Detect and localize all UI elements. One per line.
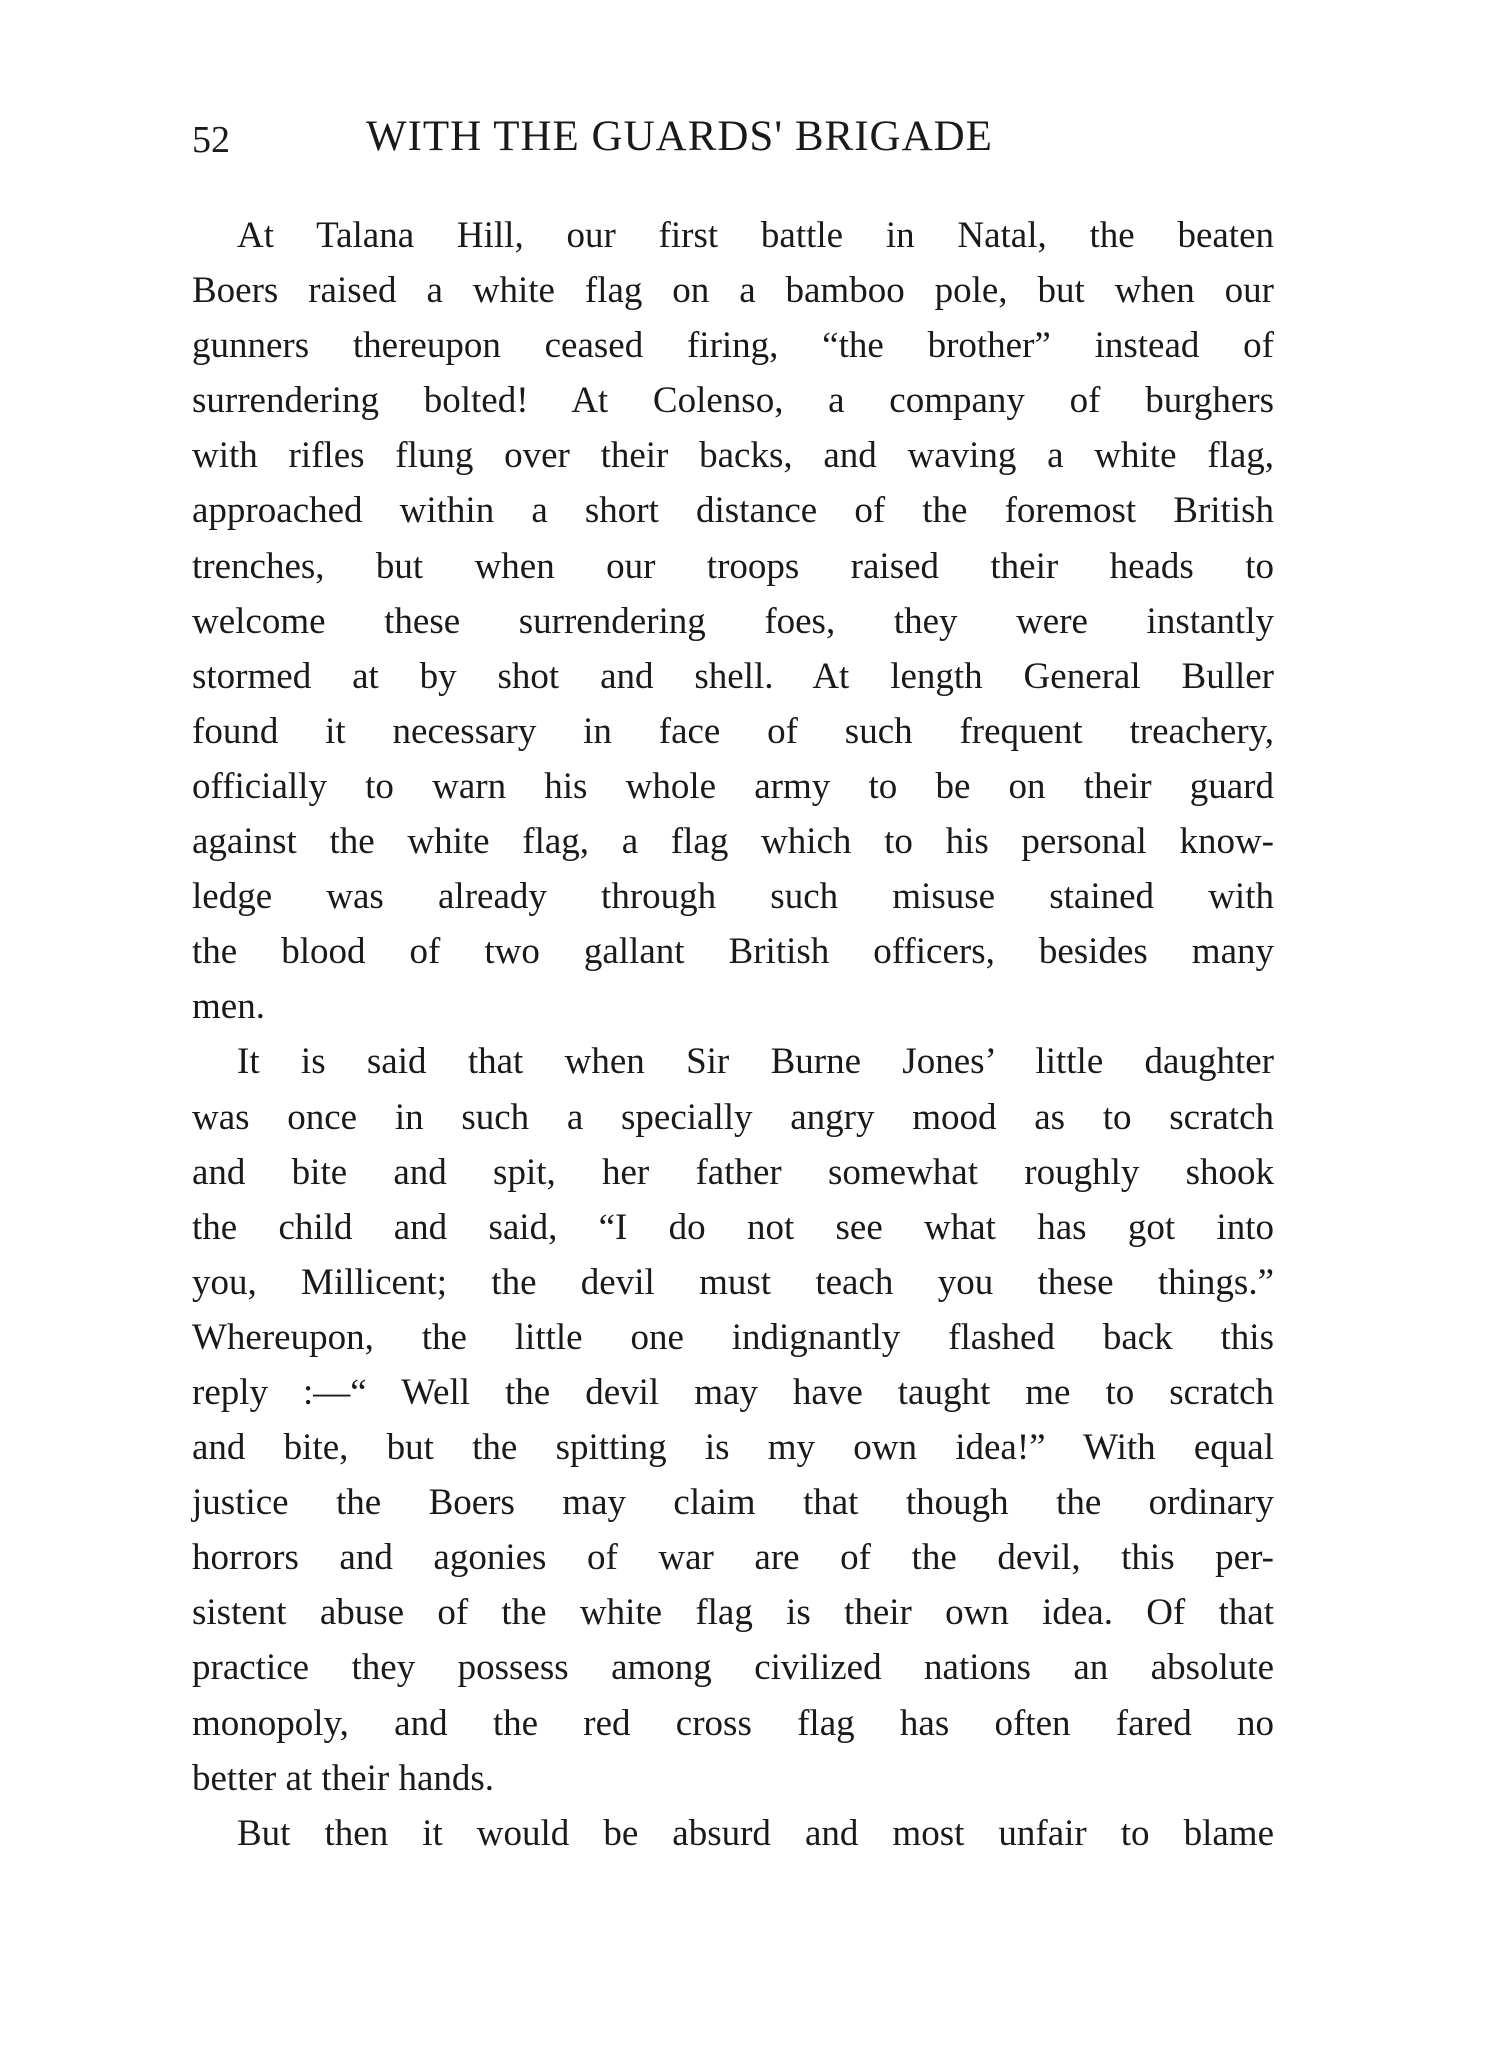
text-line: practice they possess among civilized nations an absolute xyxy=(192,1647,1274,1689)
page-body-text xyxy=(192,208,1274,1861)
text-line: Whereupon, the little one indignantly flashed back this xyxy=(192,1316,1274,1358)
text-line: horrors and agonies of war are of the devil, this per- xyxy=(192,1537,1274,1579)
text-line: with rifles flung over their backs, and waving a white flag, xyxy=(192,435,1274,477)
text-line: better at their hands. xyxy=(192,1757,495,1799)
text-line: It is said that when Sir Burne Jones’ little daughter xyxy=(237,1041,1274,1083)
text-line: found it necessary in face of such frequent treachery, xyxy=(192,710,1274,752)
text-line: officially to warn his whole army to be on their guard xyxy=(192,765,1274,807)
running-title: WITH THE GUARDS' BRIGADE xyxy=(366,113,993,160)
text-line: approached within a short distance of the foremost British xyxy=(192,490,1274,532)
text-line: stormed at by shot and shell. At length General Buller xyxy=(192,655,1274,697)
text-line: the child and said, “I do not see what has got into xyxy=(192,1206,1274,1248)
text-line: gunners thereupon ceased firing, “the brother” instead of xyxy=(192,325,1274,367)
text-line: Boers raised a white flag on a bamboo pole, but when our xyxy=(192,270,1274,312)
text-line: But then it would be absurd and most unfair to blame xyxy=(237,1812,1274,1854)
text-line: against the white flag, a flag which to his personal know- xyxy=(192,821,1274,863)
text-line: reply :—“ Well the devil may have taught me to scratch xyxy=(192,1371,1274,1413)
text-line: trenches, but when our troops raised their heads to xyxy=(192,545,1274,587)
text-line: you, Millicent; the devil must teach you these things.” xyxy=(192,1261,1274,1303)
text-line: welcome these surrendering foes, they were instantly xyxy=(192,600,1274,642)
text-line: monopoly, and the red cross flag has often fared no xyxy=(192,1702,1274,1744)
text-line: sistent abuse of the white flag is their own idea. Of that xyxy=(192,1592,1274,1634)
text-line: was once in such a specially angry mood as to scratch xyxy=(192,1096,1274,1138)
text-line: At Talana Hill, our first battle in Natal, the beaten xyxy=(237,215,1274,256)
text-line: and bite and spit, her father somewhat roughly shook xyxy=(192,1151,1274,1193)
text-line: and bite, but the spitting is my own idea!” With equal xyxy=(192,1427,1274,1469)
text-line: surrendering bolted! At Colenso, a company of burghers xyxy=(192,380,1274,422)
text-line: men. xyxy=(192,986,265,1028)
running-header xyxy=(192,112,1274,168)
text-line: ledge was already through such misuse stained with xyxy=(192,876,1274,918)
text-line: the blood of two gallant British officers, besides many xyxy=(192,931,1274,973)
text-line: justice the Boers may claim that though the ordinary xyxy=(192,1482,1274,1524)
page-number: 52 xyxy=(192,119,230,161)
